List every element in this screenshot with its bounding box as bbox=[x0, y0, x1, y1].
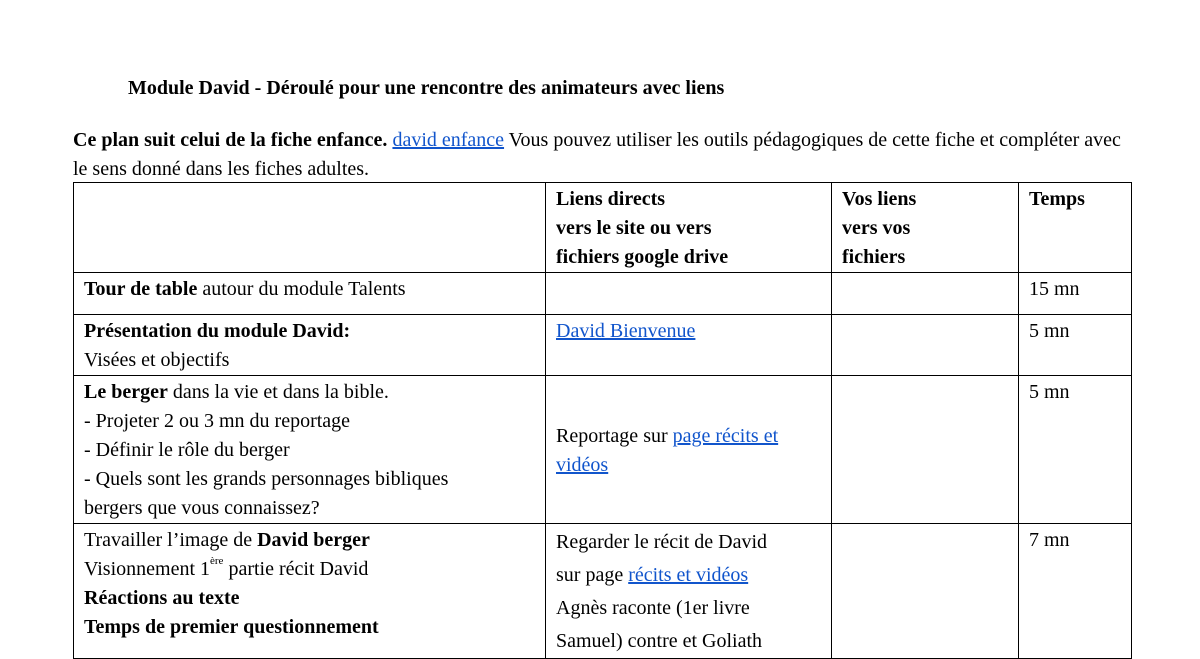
table-row bbox=[74, 524, 1132, 659]
activity-text: - Quels sont les grands personnages bibliques bbox=[84, 468, 449, 490]
activity-text: - Projeter 2 ou 3 mn du reportage bbox=[84, 410, 351, 432]
plan-table bbox=[73, 182, 1132, 659]
row-activity bbox=[74, 524, 546, 659]
header-text: vers vos bbox=[842, 217, 911, 239]
intro-bold: Ce plan suit celui de la fiche enfance. bbox=[73, 129, 388, 151]
activity-bold: Temps de premier questionnement bbox=[84, 616, 379, 638]
activity-bold: Présentation du module David: bbox=[84, 320, 351, 342]
activity-bold: David berger bbox=[257, 529, 370, 551]
activity-text: Travailler l’image de bbox=[84, 529, 258, 551]
david-bienvenue-link[interactable]: David Bienvenue bbox=[556, 320, 696, 342]
row-links bbox=[546, 524, 832, 659]
link-text: Reportage sur bbox=[556, 424, 673, 447]
header-text: Liens directs bbox=[556, 188, 666, 210]
activity-bold: Tour de table bbox=[84, 278, 198, 300]
superscript: ère bbox=[210, 555, 224, 568]
david-enfance-link[interactable]: david enfance bbox=[392, 129, 505, 151]
header-vos-liens bbox=[832, 183, 1019, 273]
row-user-links bbox=[832, 315, 1019, 376]
link-text: Regarder le récit de David bbox=[556, 531, 768, 553]
table-row bbox=[74, 315, 1132, 376]
table-row bbox=[74, 376, 1132, 524]
header-liens-directs bbox=[546, 183, 832, 273]
intro-paragraph bbox=[73, 126, 1133, 184]
row-time: 15 mn bbox=[1019, 273, 1132, 315]
row-activity bbox=[74, 273, 546, 315]
activity-bold: Réactions au texte bbox=[84, 587, 240, 609]
activity-text: dans la vie et dans la bible. bbox=[167, 381, 389, 403]
table-row bbox=[74, 273, 1132, 315]
page-recits-videos-link[interactable]: page récits et vidéos bbox=[556, 424, 779, 476]
row-links bbox=[546, 376, 832, 524]
recits-videos-link[interactable]: récits et vidéos bbox=[628, 564, 749, 586]
header-text: fichiers bbox=[842, 246, 906, 268]
activity-text: Visées et objectifs bbox=[84, 349, 230, 371]
header-text: vers le site ou vers bbox=[556, 217, 712, 239]
intro-text: Vous pouvez utiliser les outils pédagogiques de cette fiche et compléter avec le sens donné dans les fiches adultes. bbox=[73, 129, 1121, 180]
activity-text: Visionnement 1 bbox=[84, 558, 211, 580]
row-time: 5 mn bbox=[1019, 376, 1132, 524]
row-time: 5 mn bbox=[1019, 315, 1132, 376]
link-text: sur page bbox=[556, 564, 629, 586]
row-activity bbox=[74, 376, 546, 524]
activity-text: partie récit David bbox=[223, 558, 369, 580]
activity-text: autour du module Talents bbox=[197, 278, 406, 300]
link-text: Agnès raconte (1er livre bbox=[556, 597, 750, 619]
activity-bold: Le berger bbox=[84, 381, 168, 403]
link-text: Samuel) contre et Goliath bbox=[556, 630, 763, 652]
activity-text: bergers que vous connaissez? bbox=[84, 497, 320, 519]
header-text: fichiers google drive bbox=[556, 246, 729, 268]
header-empty-cell bbox=[74, 183, 546, 273]
row-user-links bbox=[832, 524, 1019, 659]
header-temps: Temps bbox=[1019, 183, 1132, 273]
table-header-row bbox=[74, 183, 1132, 273]
row-links bbox=[546, 315, 832, 376]
row-activity bbox=[74, 315, 546, 376]
row-time: 7 mn bbox=[1019, 524, 1132, 659]
row-links bbox=[546, 273, 832, 315]
row-user-links bbox=[832, 376, 1019, 524]
header-text: Vos liens bbox=[842, 188, 917, 210]
activity-text: - Définir le rôle du berger bbox=[84, 439, 290, 461]
row-user-links bbox=[832, 273, 1019, 315]
document-title: Module David - Déroulé pour une rencontre des animateurs avec liens bbox=[128, 77, 725, 99]
